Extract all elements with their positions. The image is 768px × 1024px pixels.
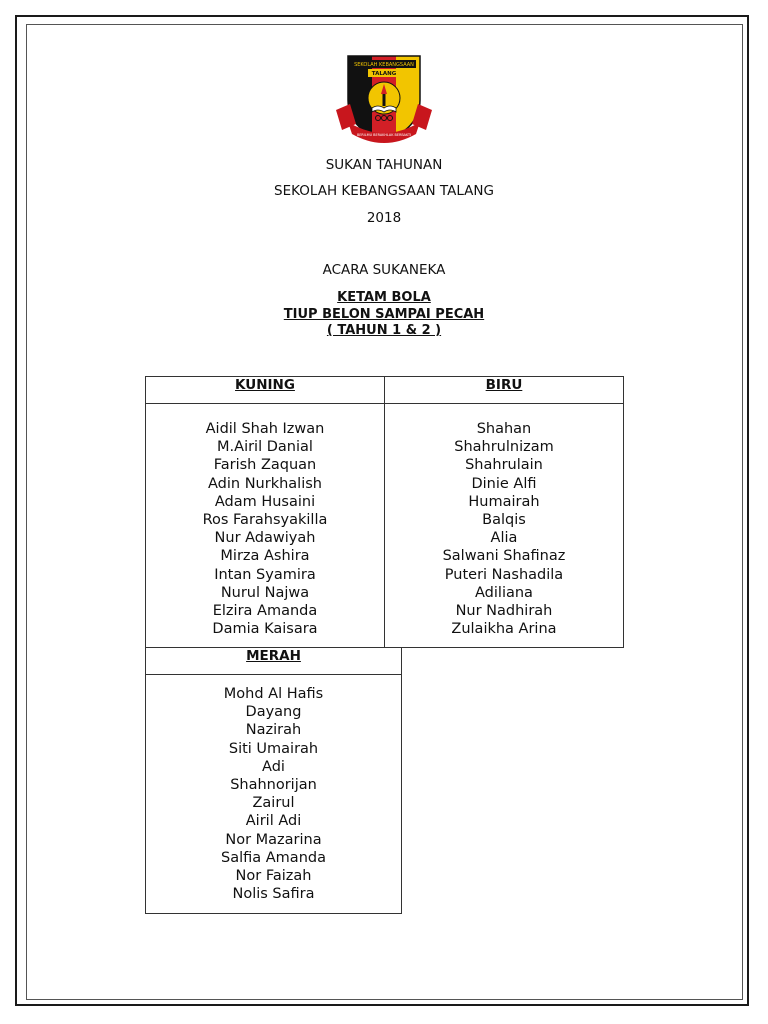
list-item: Adam Husaini: [214, 493, 316, 510]
list-item: Nur Nadhirah: [455, 602, 553, 619]
list-item: Elzira Amanda: [212, 602, 318, 619]
event-name-2: TIUP BELON SAMPAI PECAH: [283, 307, 485, 322]
list-item: Alia: [490, 530, 518, 547]
team-list-kuning: [146, 404, 385, 648]
list-item: Nor Mazarina: [225, 831, 322, 848]
list-item: Balqis: [482, 511, 526, 528]
list-item: Nurul Najwa: [220, 584, 310, 601]
list-item: Mohd Al Hafis: [223, 686, 324, 702]
list-item: Adiliana: [475, 584, 533, 601]
list-item: Nur Adawiyah: [214, 530, 316, 547]
logo-name-text: TALANG: [371, 71, 397, 77]
list-item: Airil Adi: [245, 813, 302, 830]
list-item: Adin Nurkhalish: [208, 475, 322, 492]
list-item: Intan Syamira: [214, 566, 316, 583]
list-item: Dinie Alfi: [471, 475, 537, 492]
logo-top-text: SEKOLAH KEBANGSAAN: [354, 62, 414, 68]
team-header-biru: BIRU: [384, 377, 623, 404]
event-title: SUKAN TAHUNAN: [325, 157, 443, 173]
list-item: Adi: [262, 758, 285, 775]
team-header-kuning: KUNING: [146, 377, 385, 404]
school-name: SEKOLAH KEBANGSAAN TALANG: [274, 183, 494, 199]
list-item: Salwani Shafinaz: [442, 548, 566, 565]
team-list-biru: [384, 404, 623, 648]
list-item: Aidil Shah Izwan: [205, 421, 325, 437]
team-header-merah: MERAH: [146, 648, 402, 675]
list-item: Shahnorijan: [230, 776, 317, 793]
logo-ribbon-text: BERILMU BERAKHLAK BERBAKTI: [356, 133, 412, 137]
event-name-1: KETAM BOLA: [337, 290, 431, 305]
event-grade: ( TAHUN 1 & 2 ): [326, 323, 442, 338]
list-item: Nazirah: [245, 722, 302, 739]
event-category: ACARA SUKANEKA: [322, 262, 446, 278]
list-item: Zairul: [252, 795, 295, 812]
list-item: Farish Zaquan: [213, 457, 317, 474]
list-item: Nolis Safira: [232, 886, 315, 903]
list-item: Dayang: [245, 704, 302, 721]
team-table-merah: [145, 648, 402, 914]
list-item: Ros Farahsyakilla: [202, 511, 328, 528]
list-item: Puteri Nashadila: [444, 566, 564, 583]
school-crest-logo: [334, 52, 434, 146]
team-list-merah: [146, 675, 402, 914]
list-item: Shahrulain: [465, 457, 543, 474]
list-item: Shahrulnizam: [454, 439, 554, 456]
list-item: M.Airil Danial: [217, 439, 313, 456]
list-item: Mirza Ashira: [220, 548, 310, 565]
team-table-kuning-biru: [145, 376, 624, 648]
list-item: Siti Umairah: [228, 740, 319, 757]
list-item: Shahan: [476, 421, 532, 437]
list-item: Zulaikha Arina: [451, 621, 557, 638]
event-year: 2018: [366, 210, 402, 226]
list-item: Damia Kaisara: [212, 621, 318, 638]
list-item: Humairah: [468, 493, 540, 510]
list-item: Salfia Amanda: [221, 849, 326, 866]
list-item: Nor Faizah: [235, 867, 312, 884]
